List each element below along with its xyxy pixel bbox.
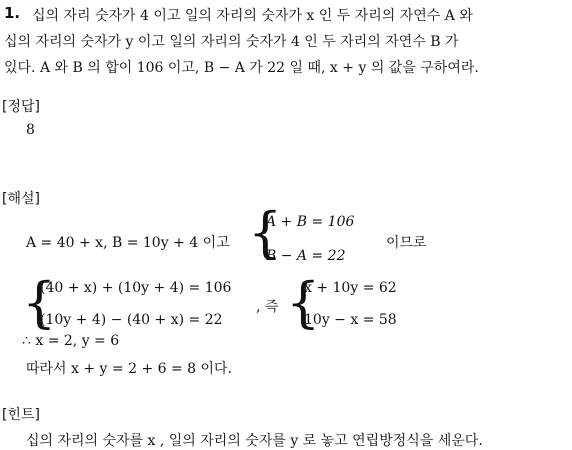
explanation-heading: [해설] <box>2 191 40 207</box>
problem-line-3: 있다. A 와 B 의 합이 106 이고, B − A 가 22 일 때, x + y 의 값을 구하여라. <box>4 60 479 76</box>
answer-value: 8 <box>26 122 35 138</box>
connector-namely: , 즉 <box>256 299 279 315</box>
system-3-eq-a: x + 10y = 62 <box>304 280 397 296</box>
system-2-eq-b: (10y + 4) − (40 + x) = 22 <box>40 312 223 328</box>
answer-heading: [정답] <box>2 99 40 115</box>
hint-text: 십의 자리의 숫자를 x , 일의 자리의 숫자를 y 로 놓고 연립방정식을 세운다. <box>26 433 483 449</box>
problem-line-2: 십의 자리의 숫자가 y 이고 일의 자리의 숫자가 4 인 두 자리의 자연수 B 가 <box>4 34 459 50</box>
problem-line-1: 십의 자리 숫자가 4 이고 일의 자리의 숫자가 x 인 두 자리의 자연수 A 와 <box>32 8 473 24</box>
system-brace-2: { <box>22 271 57 334</box>
system-brace-3: { <box>286 271 321 334</box>
solution-result: ∴ x = 2, y = 6 <box>22 333 120 349</box>
system-3-eq-b: 10y − x = 58 <box>304 312 397 328</box>
problem-number: 1. <box>4 4 21 22</box>
final-statement: 따라서 x + y = 2 + 6 = 8 이다. <box>26 361 233 377</box>
system-brace-1: { <box>248 201 283 264</box>
system-1-eq-b: B − A = 22 <box>266 248 346 264</box>
equation-definitions: A = 40 + x, B = 10y + 4 이고 <box>26 235 230 251</box>
connector-therefore: 이므로 <box>386 235 427 251</box>
system-2-eq-a: (40 + x) + (10y + 4) = 106 <box>40 280 232 296</box>
system-1-eq-a: A + B = 106 <box>266 214 355 230</box>
hint-heading: [힌트] <box>2 407 40 423</box>
